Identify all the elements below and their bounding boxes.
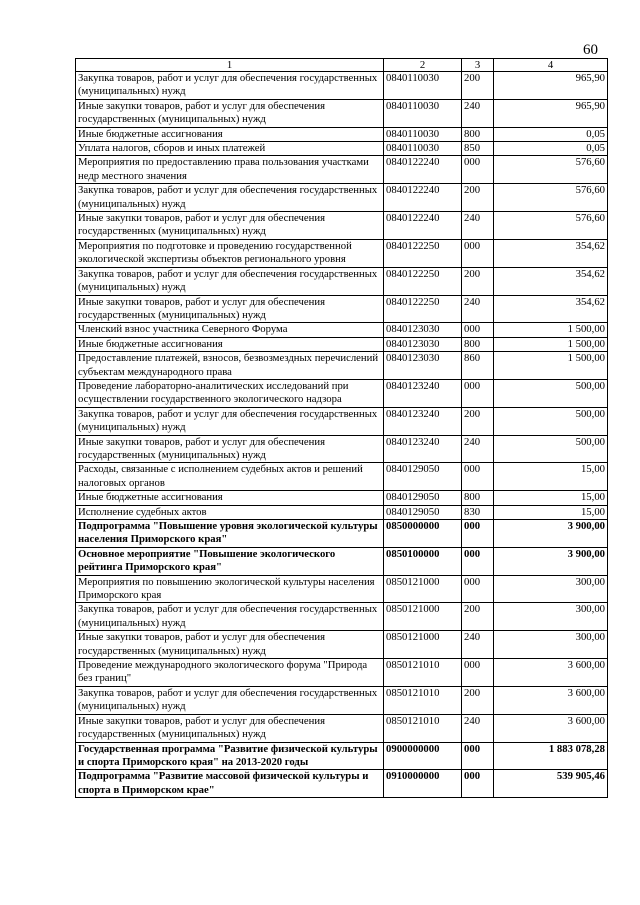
table-row [76, 295, 608, 323]
table-row [76, 520, 608, 548]
row-amount-cell: 1 500,00 [494, 337, 608, 351]
row-name-cell: Подпрограмма "Развитие массовой физической культуры и спорта в Приморском крае" [76, 770, 384, 798]
table-row [76, 407, 608, 435]
table-row [76, 603, 608, 631]
row-kind-cell: 200 [462, 72, 494, 100]
budget-table [75, 58, 608, 798]
row-amount-cell: 15,00 [494, 463, 608, 491]
row-name-cell: Проведение международного экологического форума "Природа без границ" [76, 659, 384, 687]
row-name-cell: Иные закупки товаров, работ и услуг для обеспечения государственных (муниципальных) нужд [76, 295, 384, 323]
row-kind-cell: 800 [462, 337, 494, 351]
row-code-cell: 0850121000 [384, 603, 462, 631]
table-row [76, 72, 608, 100]
table-row [76, 156, 608, 184]
row-kind-cell: 000 [462, 547, 494, 575]
row-name-cell: Расходы, связанные с исполнением судебных актов и решений налоговых органов [76, 463, 384, 491]
row-code-cell: 0850121000 [384, 631, 462, 659]
row-code-cell: 0840110030 [384, 99, 462, 127]
row-name-cell: Подпрограмма "Повышение уровня экологической культуры населения Приморского края" [76, 520, 384, 548]
row-kind-cell: 240 [462, 435, 494, 463]
row-name-cell: Иные бюджетные ассигнования [76, 337, 384, 351]
row-code-cell: 0840129050 [384, 505, 462, 519]
table-row [76, 323, 608, 337]
row-name-cell: Исполнение судебных актов [76, 505, 384, 519]
row-kind-cell: 000 [462, 520, 494, 548]
row-amount-cell: 15,00 [494, 505, 608, 519]
row-amount-cell: 1 500,00 [494, 352, 608, 380]
row-kind-cell: 200 [462, 184, 494, 212]
row-amount-cell: 539 905,46 [494, 770, 608, 798]
table-row [76, 463, 608, 491]
row-kind-cell: 200 [462, 407, 494, 435]
row-kind-cell: 000 [462, 770, 494, 798]
row-amount-cell: 300,00 [494, 603, 608, 631]
row-kind-cell: 000 [462, 659, 494, 687]
table-row [76, 686, 608, 714]
table-row [76, 547, 608, 575]
row-kind-cell: 240 [462, 99, 494, 127]
row-kind-cell: 800 [462, 491, 494, 505]
table-row [76, 742, 608, 770]
row-code-cell: 0850121010 [384, 686, 462, 714]
row-name-cell: Иные закупки товаров, работ и услуг для обеспечения государственных (муниципальных) нужд [76, 99, 384, 127]
row-kind-cell: 200 [462, 686, 494, 714]
row-amount-cell: 354,62 [494, 267, 608, 295]
row-kind-cell: 240 [462, 212, 494, 240]
table-row [76, 99, 608, 127]
row-code-cell: 0910000000 [384, 770, 462, 798]
row-kind-cell: 000 [462, 742, 494, 770]
table-row [76, 575, 608, 603]
row-amount-cell: 3 600,00 [494, 714, 608, 742]
page-number: 60 [583, 42, 598, 58]
table-row [76, 505, 608, 519]
row-code-cell: 0840122240 [384, 212, 462, 240]
row-name-cell: Проведение лабораторно-аналитических исследований при осуществлении государственного экологического надзора [76, 379, 384, 407]
row-name-cell: Иные закупки товаров, работ и услуг для обеспечения государственных (муниципальных) нужд [76, 435, 384, 463]
row-kind-cell: 000 [462, 239, 494, 267]
row-amount-cell: 1 500,00 [494, 323, 608, 337]
table-row [76, 770, 608, 798]
row-name-cell: Мероприятия по предоставлению права пользования участками недр местного значения [76, 156, 384, 184]
row-amount-cell: 3 900,00 [494, 547, 608, 575]
row-kind-cell: 240 [462, 714, 494, 742]
row-amount-cell: 576,60 [494, 156, 608, 184]
header-col-3: 3 [462, 59, 494, 72]
row-name-cell: Закупка товаров, работ и услуг для обеспечения государственных (муниципальных) нужд [76, 603, 384, 631]
table-row [76, 631, 608, 659]
header-col-2: 2 [384, 59, 462, 72]
row-kind-cell: 000 [462, 575, 494, 603]
row-name-cell: Закупка товаров, работ и услуг для обеспечения государственных (муниципальных) нужд [76, 184, 384, 212]
row-kind-cell: 240 [462, 295, 494, 323]
row-code-cell: 0840110030 [384, 142, 462, 156]
row-code-cell: 0850121010 [384, 714, 462, 742]
row-kind-cell: 000 [462, 379, 494, 407]
table-row [76, 352, 608, 380]
row-name-cell: Иные закупки товаров, работ и услуг для обеспечения государственных (муниципальных) нужд [76, 631, 384, 659]
header-col-1: 1 [76, 59, 384, 72]
row-name-cell: Закупка товаров, работ и услуг для обеспечения государственных (муниципальных) нужд [76, 686, 384, 714]
row-kind-cell: 860 [462, 352, 494, 380]
row-kind-cell: 850 [462, 142, 494, 156]
row-name-cell: Мероприятия по подготовке и проведению государственной экологической экспертизы объектов регионального уровня [76, 239, 384, 267]
row-kind-cell: 000 [462, 156, 494, 184]
row-code-cell: 0850000000 [384, 520, 462, 548]
row-amount-cell: 500,00 [494, 379, 608, 407]
row-kind-cell: 200 [462, 603, 494, 631]
row-name-cell: Закупка товаров, работ и услуг для обеспечения государственных (муниципальных) нужд [76, 407, 384, 435]
table-row [76, 435, 608, 463]
row-name-cell: Закупка товаров, работ и услуг для обеспечения государственных (муниципальных) нужд [76, 267, 384, 295]
row-code-cell: 0840123240 [384, 379, 462, 407]
row-code-cell: 0840110030 [384, 127, 462, 141]
row-code-cell: 0840122250 [384, 239, 462, 267]
row-name-cell: Мероприятия по повышению экологической культуры населения Приморского края [76, 575, 384, 603]
row-amount-cell: 965,90 [494, 72, 608, 100]
row-amount-cell: 354,62 [494, 295, 608, 323]
row-code-cell: 0840129050 [384, 491, 462, 505]
row-amount-cell: 500,00 [494, 407, 608, 435]
table-row [76, 127, 608, 141]
row-code-cell: 0840122240 [384, 184, 462, 212]
row-code-cell: 0840122250 [384, 295, 462, 323]
row-name-cell: Иные бюджетные ассигнования [76, 491, 384, 505]
row-name-cell: Закупка товаров, работ и услуг для обеспечения государственных (муниципальных) нужд [76, 72, 384, 100]
row-code-cell: 0840122250 [384, 267, 462, 295]
row-name-cell: Уплата налогов, сборов и иных платежей [76, 142, 384, 156]
row-code-cell: 0840123240 [384, 407, 462, 435]
row-kind-cell: 830 [462, 505, 494, 519]
row-code-cell: 0900000000 [384, 742, 462, 770]
table-row [76, 267, 608, 295]
row-amount-cell: 354,62 [494, 239, 608, 267]
table-row [76, 212, 608, 240]
row-kind-cell: 240 [462, 631, 494, 659]
row-amount-cell: 500,00 [494, 435, 608, 463]
row-amount-cell: 0,05 [494, 142, 608, 156]
row-amount-cell: 300,00 [494, 631, 608, 659]
row-code-cell: 0840123030 [384, 352, 462, 380]
row-code-cell: 0850121010 [384, 659, 462, 687]
row-amount-cell: 1 883 078,28 [494, 742, 608, 770]
row-code-cell: 0840123030 [384, 337, 462, 351]
row-code-cell: 0840110030 [384, 72, 462, 100]
row-amount-cell: 965,90 [494, 99, 608, 127]
row-name-cell: Иные закупки товаров, работ и услуг для обеспечения государственных (муниципальных) нужд [76, 212, 384, 240]
row-amount-cell: 0,05 [494, 127, 608, 141]
row-amount-cell: 300,00 [494, 575, 608, 603]
header-col-4: 4 [494, 59, 608, 72]
row-name-cell: Иные бюджетные ассигнования [76, 127, 384, 141]
row-kind-cell: 000 [462, 463, 494, 491]
table-row [76, 337, 608, 351]
table-row [76, 239, 608, 267]
row-code-cell: 0840123030 [384, 323, 462, 337]
row-name-cell: Иные закупки товаров, работ и услуг для обеспечения государственных (муниципальных) нужд [76, 714, 384, 742]
table-row [76, 491, 608, 505]
row-name-cell: Государственная программа "Развитие физической культуры и спорта Приморского края" на 2013-2020 годы [76, 742, 384, 770]
row-amount-cell: 3 600,00 [494, 686, 608, 714]
row-amount-cell: 3 600,00 [494, 659, 608, 687]
row-kind-cell: 800 [462, 127, 494, 141]
row-amount-cell: 576,60 [494, 184, 608, 212]
row-kind-cell: 000 [462, 323, 494, 337]
row-code-cell: 0840122240 [384, 156, 462, 184]
table-row [76, 184, 608, 212]
table-row [76, 142, 608, 156]
row-code-cell: 0840129050 [384, 463, 462, 491]
row-code-cell: 0850121000 [384, 575, 462, 603]
row-amount-cell: 15,00 [494, 491, 608, 505]
table-row [76, 714, 608, 742]
row-name-cell: Основное мероприятие "Повышение экологического рейтинга Приморского края" [76, 547, 384, 575]
row-code-cell: 0850100000 [384, 547, 462, 575]
table-row [76, 659, 608, 687]
row-kind-cell: 200 [462, 267, 494, 295]
table-header-row [76, 59, 608, 72]
row-name-cell: Членский взнос участника Северного Форума [76, 323, 384, 337]
row-amount-cell: 3 900,00 [494, 520, 608, 548]
row-amount-cell: 576,60 [494, 212, 608, 240]
row-name-cell: Предоставление платежей, взносов, безвозмездных перечислений субъектам международного права [76, 352, 384, 380]
table-row [76, 379, 608, 407]
row-code-cell: 0840123240 [384, 435, 462, 463]
